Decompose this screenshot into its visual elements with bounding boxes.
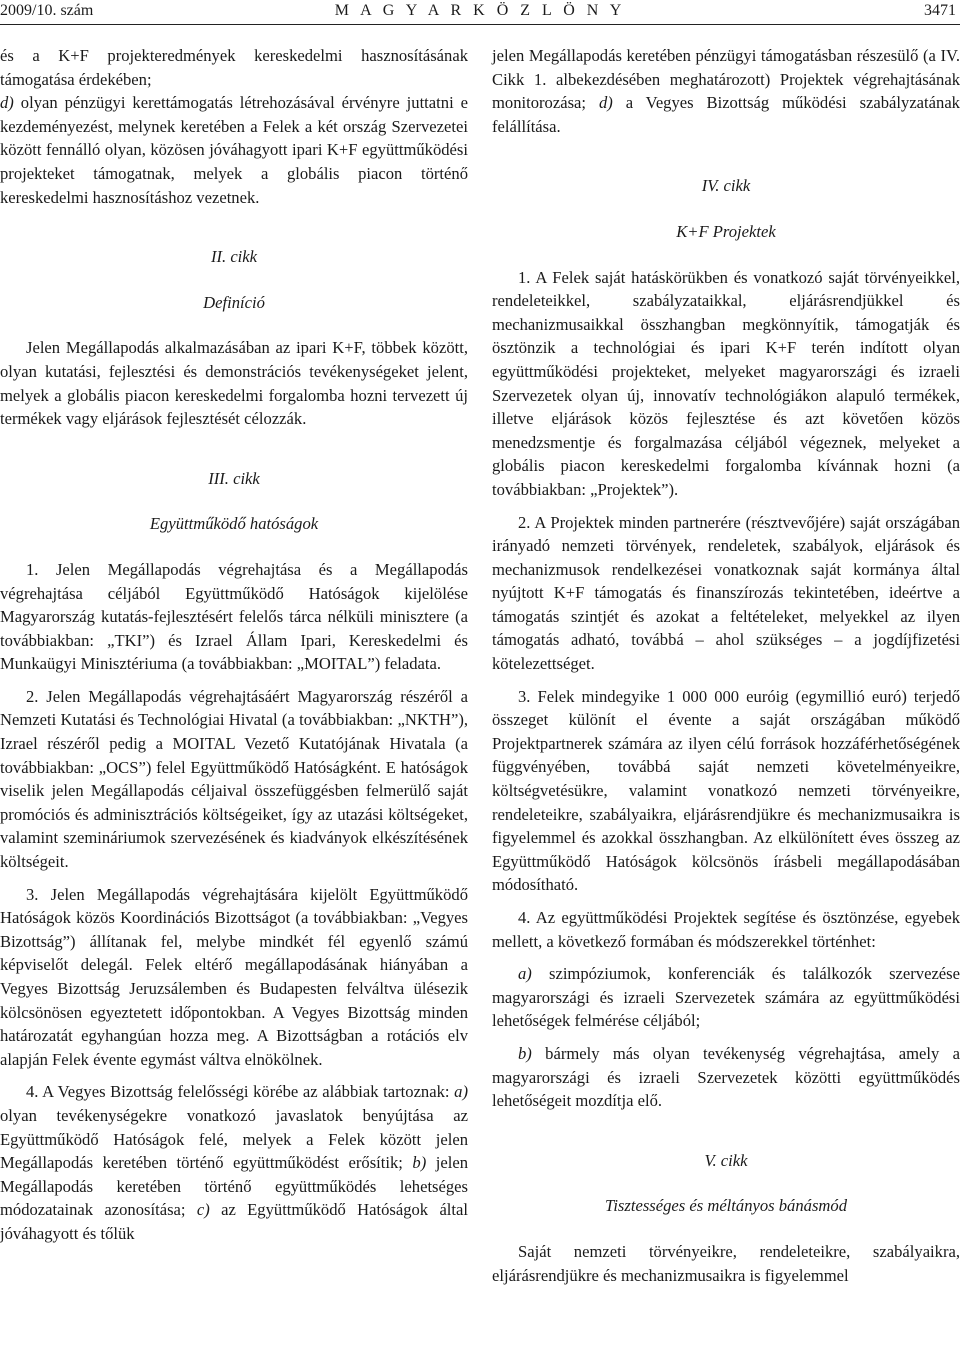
article-3-subtitle: Együttműködő hatóságok bbox=[149, 514, 319, 534]
article-5-title: V. cikk bbox=[704, 1150, 748, 1170]
intro-paragraph-2-text: olyan pénzügyi kerettámogatás létrehozásával érvényre juttatni e kezdeményezést, melynek keretében a Felek a két ország Szervezetei között fennálló olyan, közösen jóváhagyott ipari K+F együttműködési projekteket támogatnak, melyek a globális piacon történő kereskedelmi hasznosításhoz vezetnek. bbox=[0, 93, 468, 207]
article-4-title: IV. cikk bbox=[701, 176, 751, 196]
list-marker-b: b) bbox=[518, 1043, 532, 1063]
list-marker-c: c) bbox=[196, 1200, 210, 1220]
item-b-text: bármely más olyan tevékenység végrehajtása, amely a magyarországi és izraeli Szervezetek közötti együttműködés lehetőségeit mozdítja elő. bbox=[492, 1043, 960, 1111]
intro-paragraph-1: és a K+F projekteredmények kereskedelmi hasznosításának támogatása érdekében; bbox=[0, 46, 468, 89]
article-5-paragraph: Saját nemzeti törvényeikre, rendeleteikre, szabályaikra, eljárásrendjükre és mechanizmusaikra is figyelemmel bbox=[492, 1241, 960, 1285]
article-2-subtitle: Definíció bbox=[203, 292, 265, 312]
publication-title: M A G Y A R K Ö Z L Ö N Y bbox=[334, 2, 626, 19]
p4-item-c: az Együttműködő Hatóságok által jóváhagyott és tőlük bbox=[0, 1200, 469, 1243]
continuation-paragraph bbox=[492, 44, 960, 138]
right-column bbox=[492, 44, 960, 1287]
article-4-paragraph-4: 4. Az együttműködési Projektek segítése és ösztönzése, egyebek mellett, a következő formában és módszerekkel történhet: bbox=[492, 908, 960, 951]
list-marker-a: a) bbox=[518, 964, 532, 984]
list-marker-d: d) bbox=[598, 93, 613, 113]
list-marker-b: b) bbox=[412, 1153, 427, 1173]
list-marker-d: d) bbox=[0, 93, 14, 113]
continuation-text: jelen Megállapodás keretében pénzügyi támogatásban részesülő (a IV. Cikk 1. albekezdésében meghatározott) Projektek végrehajtásának monitorozása; bbox=[492, 46, 960, 113]
intro-paragraph-2 bbox=[0, 91, 468, 209]
p4-item-a: olyan tevékenységekre vonatkozó javaslatok benyújtása az Együttműködő Hatóságok felé, melyek a Felek között jelen Megállapodás keretében történő együttműködést erősítik; bbox=[0, 1105, 468, 1173]
article-3-paragraph-3: 3. Jelen Megállapodás végrehajtására kijelölt Együttműködő Hatóságok közös Koordinációs Bizottságot (a továbbiakban: „Vegyes Bizottság”) állítanak fel, melybe mindkét fél egyenlő számú képviselőt delegál. Felek eltérő megállapodásának hiányában a Vegyes Bizottság Jeruzsálemben és Budapesten felváltva ülésezik kölcsönösen egyeztetett időpontokban. A Vegyes Bizottság minden határozatát egyhangúan hozza meg. A Bizottságban a rotációs elv alapján Felek évente egymást váltva elnökölnek. bbox=[0, 884, 468, 1069]
p4-item-b: jelen Megállapodás keretében történő együttműködés lehetséges módozatainak azonosítása; bbox=[0, 1153, 468, 1220]
left-column bbox=[0, 44, 468, 1246]
article-2-paragraph: Jelen Megállapodás alkalmazásában az ipari K+F, többek között, olyan kutatási, fejlesztési és demonstrációs tevékenységeket jelent, melyek a globális piacon kereskedelmi forgalomba hozni tervezett új termékek vagy eljárások fejlesztését célozzák. bbox=[0, 338, 468, 429]
list-marker-a: a) bbox=[454, 1082, 468, 1102]
article-4-subtitle: K+F Projektek bbox=[676, 221, 776, 241]
article-4-paragraph-2: 2. A Projektek minden partnerére (résztvevőjére) saját országában irányadó nemzeti törvények, rendeletek, szabályok, eljárások és mechanizmusok rendelkezései vonatkoznak saját kormánya által nyújtott K+F támogatás és finanszírozás tekintetében, ideértve a támogatás szintjét és azokat a feltételeket, melyekkel az ilyen támogatás adható, továbbá – ahol szükséges – a jogdíjfizetési kötelezettséget. bbox=[492, 512, 960, 674]
article-3-paragraph-1: 1. Jelen Megállapodás végrehajtása és a Megállapodás végrehajtása céljából Együttműködő Hatóságok kijelölése Magyarország kutatás-fejlesztésért felelős tárca nélküli minisztere (a továbbiakban: „TKI”) és Izrael Állam Ipari, Kereskedelmi és Munkaügyi Minisztériuma (a továbbiakban: „MOITAL”) feladata. bbox=[0, 559, 468, 674]
p4-lead: 4. A Vegyes Bizottság felelősségi körébe az alábbiak tartoznak: bbox=[26, 1082, 450, 1102]
article-2-title: II. cikk bbox=[210, 247, 258, 267]
article-4-paragraph-1: 1. A Felek saját hatáskörükben és vonatkozó saját törvényeikkel, rendeleteikkel, szabályzataikkal, eljárásrendjükkel és mechanizmusaikkal összhangban megkönnyítik, támogatják és ösztönzik a technológiai és ipari K+F terén indított olyan együttműködési projekteket, melyeket magyarországi és izraeli Szervezetek olyan új, innovatív technológiákon alapuló termékek, illetve eljárások közös fejlesztése és azt követően közös menedzsmentje és forgalmazása céljából végeznek, melyeket a globális piacon kereskedelmi forgalomba kívánnak hozni (a továbbiakban: „Projektek”). bbox=[492, 267, 960, 499]
article-3-title: III. cikk bbox=[208, 468, 260, 488]
item-a-text: szimpóziumok, konferenciák és találkozók szervezése magyarországi és izraeli Szervezetek számára az együttműködési lehetőségek felmérése céljából; bbox=[492, 964, 960, 1031]
article-5-subtitle: Tisztességes és méltányos bánásmód bbox=[605, 1196, 847, 1216]
article-4-item-b bbox=[492, 1042, 960, 1113]
article-3-paragraph-2: 2. Jelen Megállapodás végrehajtásáért Magyarország részéről a Nemzeti Kutatási és Technológiai Hivatal (a továbbiakban: „NKTH”), Izrael részéről pedig a MOITAL Vezető Kutatójának Hivatala (a továbbiakban: „OCS”) felel Együttműködő Hatóságként. E hatóságok viselik jelen Megállapodás céljaival összefüggésben felmerülő saját promóciós és adminisztrációs költségeiket, így az utazási költségeket, valamint szemináriumok szervezésének és kiadványok elkészítésének költségeit. bbox=[0, 686, 468, 872]
article-4-paragraph-3: 3. Felek mindegyike 1 000 000 euróig (egymillió euró) terjedő összeget különít el évente a saját országában működő Projektpartnerek számára az ilyen célú források hozzáférhetőségének függvényében, továbbá saját nemzeti követelményeikre, költségvetésükre, valamint vonatkozó nemzeti törvényeikre, rendeleteikre, szabályaikra, eljárásrendjükre és mechanizmusaikra is figyelemmel és azokkal összhangban. Az elkülönített éves összeg az Együttműködő Hatóságok kölcsönös írásbeli megállapodásában módosítható. bbox=[492, 686, 960, 895]
page-header bbox=[0, 0, 960, 25]
issue-number: 2009/10. szám bbox=[0, 2, 94, 19]
article-3-paragraph-4 bbox=[0, 1080, 468, 1245]
article-4-item-a bbox=[492, 962, 960, 1033]
continuation-item-d: a Vegyes Bizottság működési szabályzatának felállítása. bbox=[492, 93, 960, 136]
page-number: 3471 bbox=[924, 2, 956, 19]
